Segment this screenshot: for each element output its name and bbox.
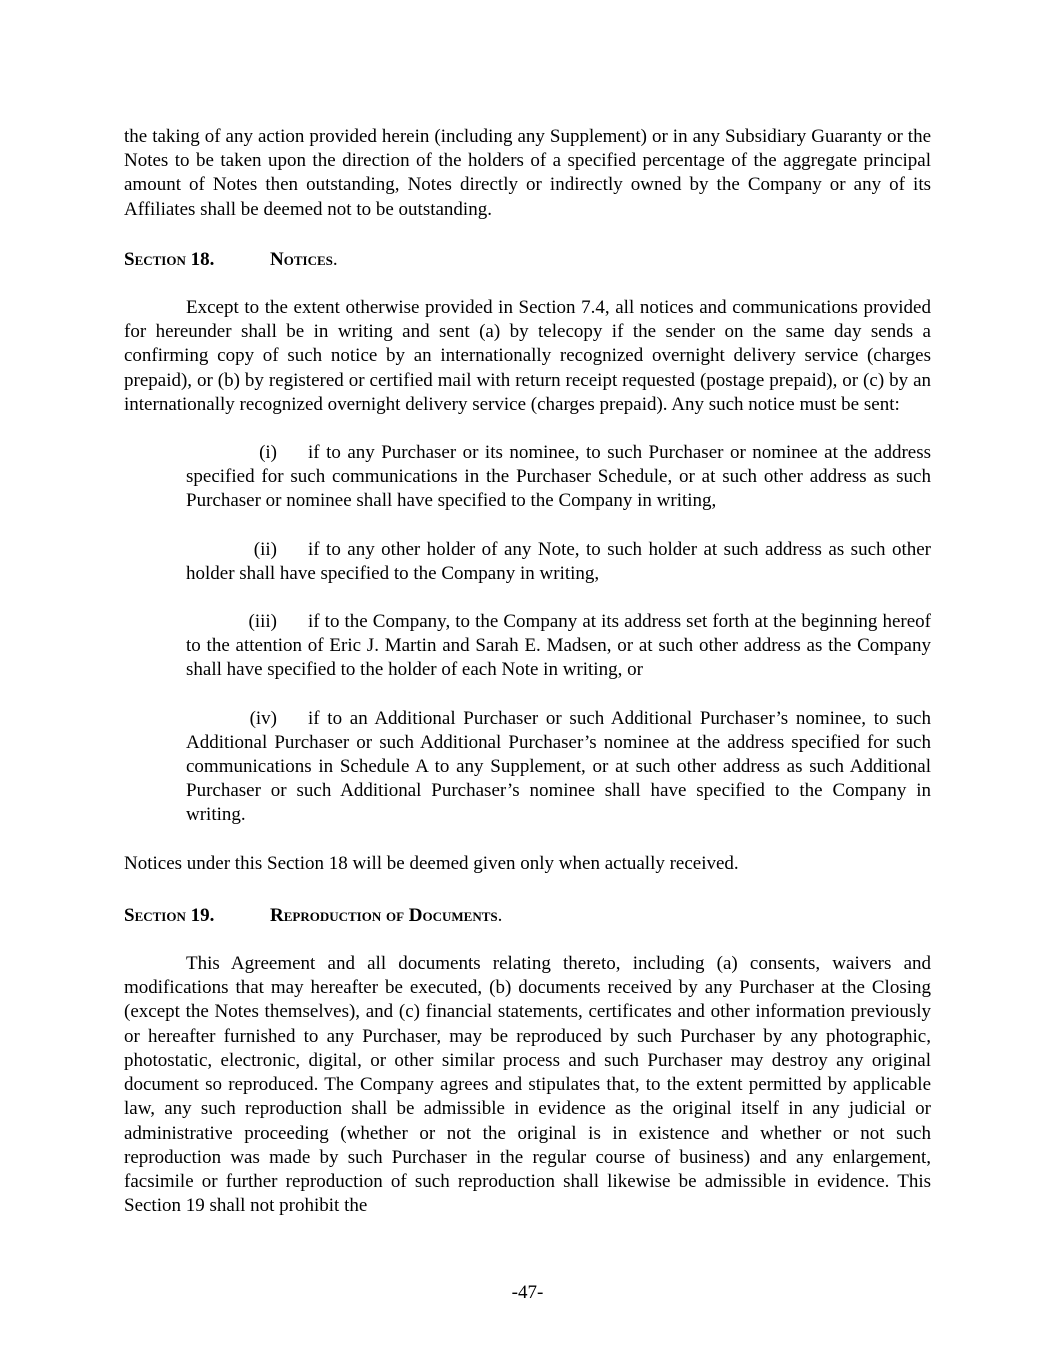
section-19-title: Reproduction of Documents <box>270 904 498 926</box>
notice-item-iii <box>186 610 931 683</box>
notice-item-label: (ii) <box>253 538 277 560</box>
section-18-body: Except to the extent otherwise provided in Section 7.4, all notices and communications provided for hereunder shall be in writing and sent (a) by telecopy if the sender on the same day sends a confirming copy of such notice by an internationally recognized overnight delivery service (charges prepaid), or (b) by registered or certified mail with return receipt requested (postage prepaid), or (c) by an internationally recognized overnight delivery service (charges prepaid). Any such notice must be sent: <box>124 297 931 415</box>
notice-item-label: (i) <box>259 442 277 464</box>
section-18-heading <box>124 248 931 272</box>
notice-item-ii <box>186 538 931 586</box>
continuation-paragraph: the taking of any action provided herein (including any Supplement) or in any Subsidiary Guaranty or the Notes to be taken upon the direction of the holders of a specified percentage of the aggregate principal amount of Notes then outstanding, Notes directly or indirectly owned by the Company or any of its Affiliates shall be deemed not to be outstanding. <box>124 126 931 220</box>
notice-item-text: if to the Company, to the Company at its address set forth at the beginning hereof to the attention of Eric J. Martin and Sarah E. Madsen, or at such other address as the Company shall have specified to the holder of each Note in writing, or <box>186 611 931 681</box>
notice-item-label: (iii) <box>248 611 277 633</box>
section-18-closing: Notices under this Section 18 will be deemed given only when actually received. <box>124 852 739 874</box>
section-19-period: . <box>497 904 503 926</box>
section-19-number: Section 19. <box>124 904 215 926</box>
notice-item-label: (iv) <box>249 707 277 729</box>
section-19-heading <box>124 904 931 928</box>
section-19-body: This Agreement and all documents relating thereto, including (a) consents, waivers and modifications that may hereafter be executed, (b) documents received by any Purchaser at the Closing (except the Notes themselves), and (c) financial statements, certificates and other information previously or hereafter furnished to any Purchaser, may be reproduced by such Purchaser by any photographic, photostatic, electronic, digital, or other similar process and such Purchaser may destroy any original document so reproduced. The Company agrees and stipulates that, to the extent permitted by applicable law, any such reproduction shall be admissible in evidence as the original itself in any judicial or administrative proceeding (whether or not the original is in existence and whether or not such reproduction was made by such Purchaser in the regular course of business) and any enlargement, facsimile or further reproduction of such reproduction shall likewise be admissible in evidence. This Section 19 shall not prohibit the <box>124 953 931 1217</box>
notice-item-text: if to any Purchaser or its nominee, to such Purchaser or nominee at the address specified for such communications in the Purchaser Schedule, or at such other address as such Purchaser or nominee shall have specified to the Company in writing, <box>186 442 931 512</box>
section-18-period: . <box>332 248 338 270</box>
document-page <box>124 125 931 1218</box>
section-18-number: Section 18. <box>124 248 215 270</box>
page-number: -47- <box>511 1282 544 1303</box>
notice-item-text: if to any other holder of any Note, to such holder at such address as such other holder shall have specified to the Company in writing, <box>186 538 931 584</box>
section-18-title: Notices <box>270 248 333 270</box>
notice-item-i <box>186 441 931 514</box>
notice-item-iv <box>186 707 931 828</box>
notice-item-text: if to an Additional Purchaser or such Additional Purchaser’s nominee, to such Additional Purchaser or such Additional Purchaser’s nominee at the address specified for such communications in Schedule A to any Supplement, or at such other address as such Additional Purchaser or such Additional Purchaser’s nominee shall have specified to the Company in writing. <box>186 707 931 826</box>
